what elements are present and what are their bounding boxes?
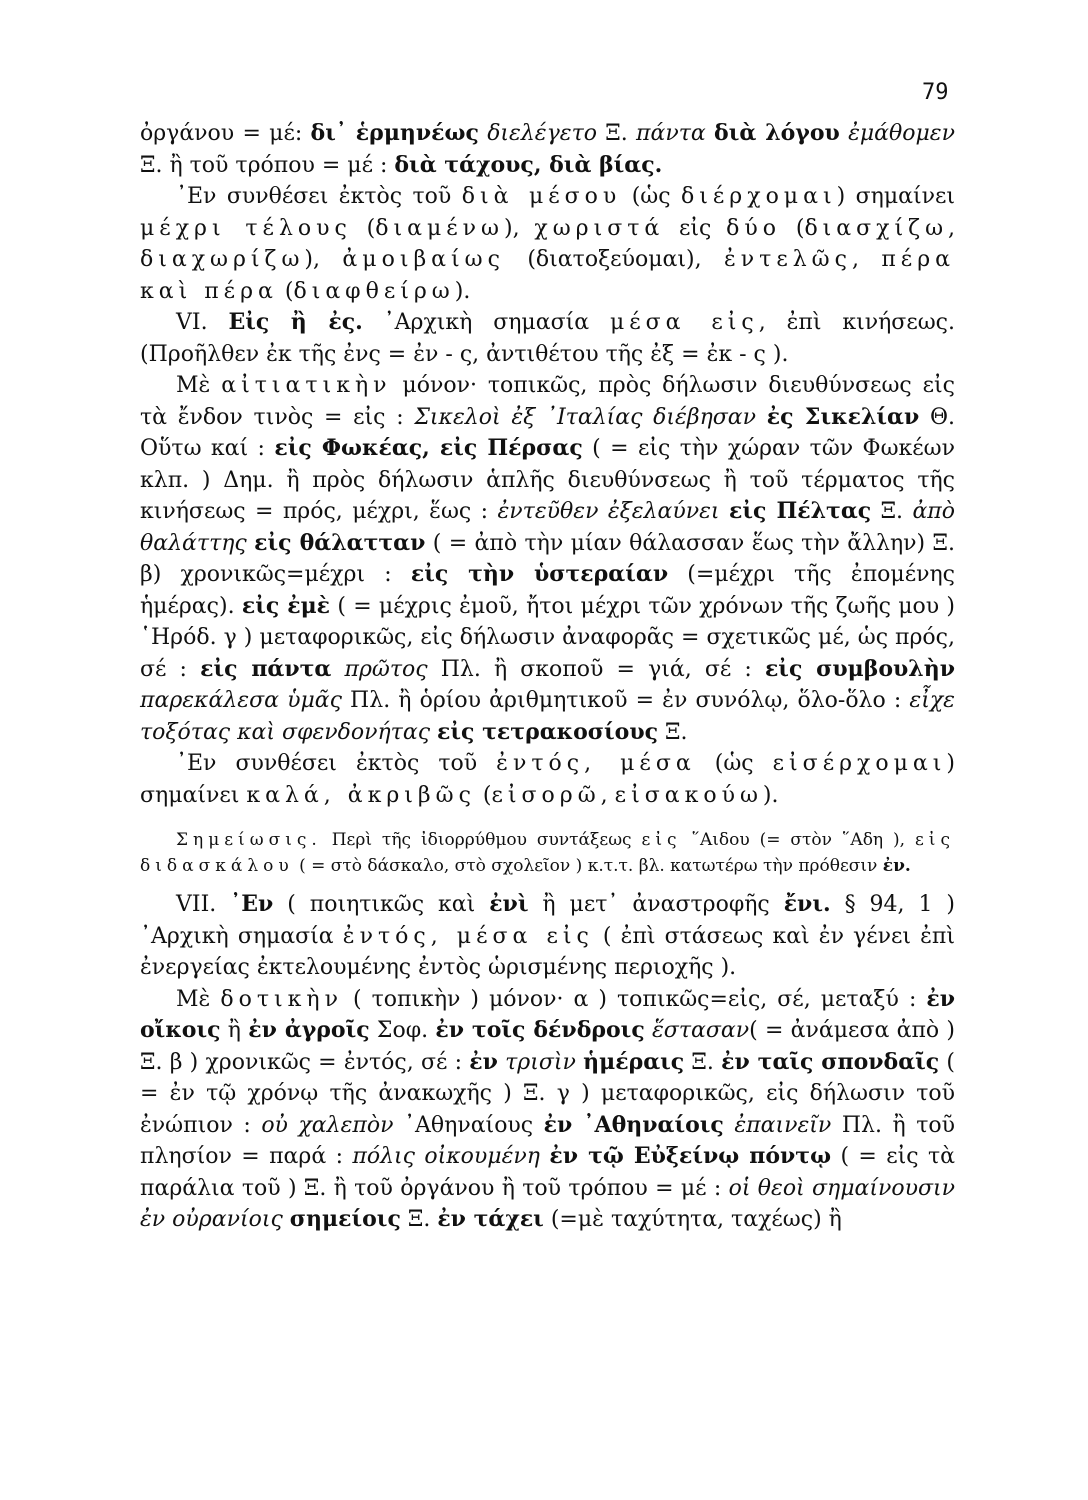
page-number: 79 [922, 80, 949, 105]
paragraph-dia-compound: ᾽Εν συνθέσει ἐκτὸς τοῦ διὰ μέσου (ὡς διέρχομαι) σημαίνει μέχρι τέλους (διαμένω), χωριστά εἰς δύο (διασχίζω, διαχωρίζω), ἀμοιβαίως (διατοξεύομαι), ἐντελῶς, πέρα καὶ πέρα (διαφθείρω). [140, 184, 956, 304]
footnote-remark: Σημείωσις. Περὶ τῆς ἰδιορρύθμου συντάξεως εἰς ῞Αιδου (= στὸν ῞Αδη ), εἰς διδασκάλου ( = στὸ δάσκαλο, στὸ σχολεῖον ) κ.τ.τ. βλ. κατωτέρω τὴν πρόθεσιν ἐν. [140, 830, 955, 876]
section-vi-heading: VI. Εἰς ἢ ἐς. ᾽Αρχικὴ σημασία μέσα εἰς, ἐπὶ κινήσεως. (Προῆλθεν ἐκ τῆς ἐνς = ἐν - ς, ἀντιθέτου τῆς ἐξ = ἐκ - ς ). [140, 309, 955, 367]
paragraph-dia-end: ὀργάνου = μέ: δι᾽ ἑρμηνέως διελέγετο Ξ. πάντα διὰ λόγου ἐμάθομεν Ξ. ἢ τοῦ τρόπου = μέ : διὰ τάχους, διὰ βίας. [140, 120, 955, 178]
section-vii-heading: VII. ᾽Εν ( ποιητικῶς καὶ ἐνὶ ἢ μετ᾽ ἀναστροφῆς ἔνι. § 94, 1 ) ᾽Αρχικὴ σημασία ἐντός, μέσα εἰς ( ἐπὶ στάσεως καὶ ἐν γένει ἐπὶ ἐνεργείας ἐκτελουμένης ἐντὸς ὡρισμένης περιοχῆς ). [140, 891, 955, 980]
paragraph-eis-compound: ᾽Εν συνθέσει ἐκτὸς τοῦ ἐντός, μέσα (ὡς εἰσέρχομαι) σημαίνει καλά, ἀκριβῶς (εἰσορῶ, εἰσακούω). [140, 751, 955, 808]
body-text [140, 118, 955, 1236]
paragraph-en-dative: Μὲ δοτικὴν ( τοπικὴν ) μόνον· α ) τοπικῶς=εἰς, σέ, μεταξύ : ἐν οἴκοις ἢ ἐν ἀγροῖς Σοφ. ἐν τοῖς δένδροις ἕστασαν( = ἀνάμεσα ἀπὸ ) Ξ. β ) χρονικῶς = ἐντός, σέ : ἐν τρισὶν ἡμέραις Ξ. ἐν ταῖς σπονδαῖς ( = ἐν τῷ χρόνῳ τῆς ἀνακωχῆς ) Ξ. γ ) μεταφορικῶς, εἰς δήλωσιν τοῦ ἐνώπιον : οὐ χαλεπὸν ᾽Αθηναίους ἐν ᾽Αθηναίοις ἐπαινεῖν Πλ. ἢ τοῦ πλησίον = παρά : πόλις οἰκουμένη ἐν τῷ Εὐξείνῳ πόντῳ ( = εἰς τὰ παράλια τοῦ ) Ξ. ἢ τοῦ ὀργάνου ἢ τοῦ τρόπου = μέ : οἱ θεοὶ σημαίνουσιν ἐν οὐρανίοις σημείοις Ξ. ἐν τάχει (=μὲ ταχύτητα, ταχέως) ἢ [140, 985, 956, 1232]
paragraph-eis-accusative: Μὲ αἰτιατικὴν μόνον· τοπικῶς, πρὸς δήλωσιν διευθύνσεως εἰς τὰ ἔνδον τινὸς = εἰς : Σικελοὶ ἐξ ᾽Ιταλίας διέβησαν ἐς Σικελίαν Θ. Οὕτω καί : εἰς Φωκέας, εἰς Πέρσας ( = εἰς τὴν χώραν τῶν Φωκέων κλπ. ) Δημ. ἢ πρὸς δήλωσιν ἁπλῆς διευθύνσεως ἢ τοῦ τέρματος τῆς κινήσεως = πρός, μέχρι, ἕως : ἐντεῦθεν ἐξελαύνει εἰς Πέλτας Ξ. ἀπὸ θαλάττης εἰς θάλατταν ( = ἀπὸ τὴν μίαν θάλασσαν ἕως τὴν ἄλλην) Ξ. β) χρονικῶς=μέχρι : εἰς τὴν ὑστεραίαν (=μέχρι τῆς ἐπομένης ἡμέρας). εἰς ἐμὲ ( = μέχρις ἐμοῦ, ἤτοι μέχρι τῶν χρόνων τῆς ζωῆς μου ) ῾Ηρόδ. γ ) μεταφορικῶς, εἰς δήλωσιν ἀναφορᾶς = σχετικῶς μέ, ὡς πρός, σέ : εἰς πάντα πρῶτος Πλ. ἢ σκοποῦ = γιά, σέ : εἰς συμβουλὴν παρεκάλεσα ὑμᾶς Πλ. ἢ ὁρίου ἀριθμητικοῦ = ἐν συνόλῳ, ὅλο-ὅλο : εἶχε τοξότας καὶ σφενδονήτας εἰς τετρακοσίους Ξ. [140, 373, 956, 745]
